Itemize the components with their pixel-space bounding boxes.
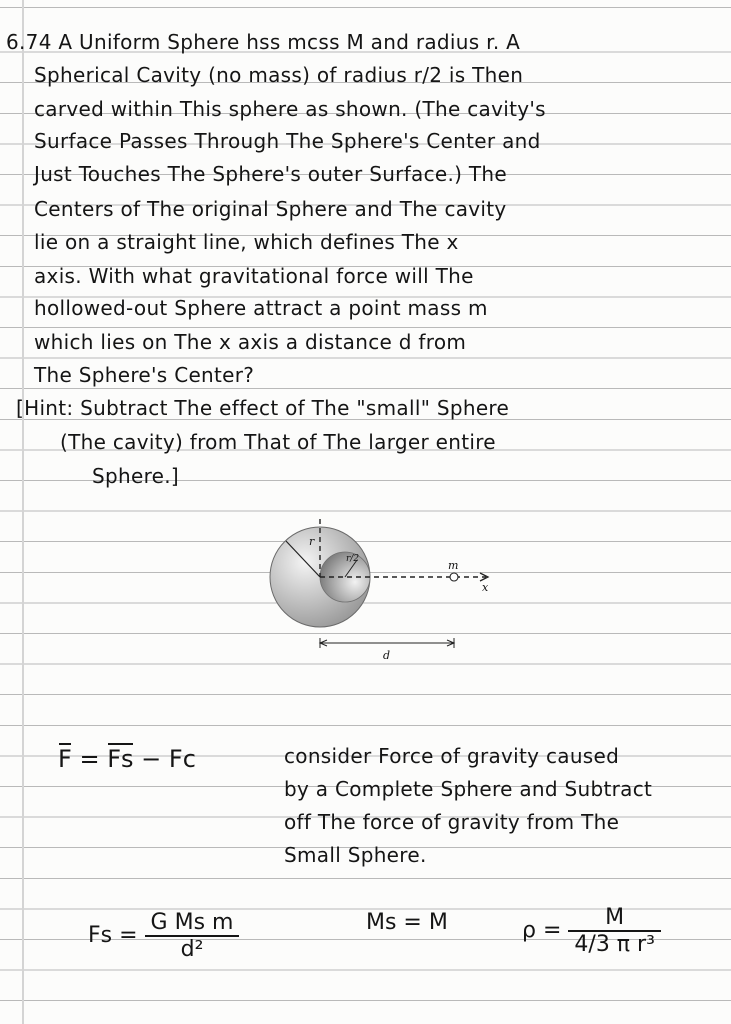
label-x: x — [482, 581, 489, 594]
rho-fraction — [568, 905, 661, 957]
density-equation — [522, 905, 661, 957]
problem-line-3: carved within This sphere as shown. (The cavity's — [34, 97, 546, 121]
note-line-1: consider Force of gravity caused — [284, 744, 620, 768]
problem-line-2: Spherical Cavity (no mass) of radius r/2 is Then — [34, 63, 524, 87]
force-F: F — [58, 745, 72, 773]
minus-sign: − — [141, 745, 162, 773]
problem-line-4: Surface Passes Through The Sphere's Center and — [34, 129, 541, 153]
point-mass-m — [450, 573, 458, 581]
problem-line-8: axis. With what gravitational force will The — [34, 264, 474, 288]
force-Fc: Fc — [168, 745, 196, 773]
label-r-half: r/2 — [346, 554, 360, 564]
hollow-sphere-figure — [262, 515, 512, 665]
rho-denominator: 4/3 π r³ — [574, 932, 655, 957]
rho-numerator: M — [568, 905, 661, 932]
problem-line-10: which lies on The x axis a distance d from — [34, 330, 467, 354]
note-line-2: by a Complete Sphere and Subtract — [284, 777, 653, 801]
note-line-4: Small Sphere. — [284, 843, 427, 867]
rho-lhs: ρ = — [522, 918, 562, 943]
force-difference-equation — [58, 745, 196, 773]
fs-equation — [88, 910, 239, 962]
label-r: r — [309, 535, 315, 548]
problem-line-7: lie on a straight line, which defines The x — [34, 230, 459, 254]
ms-equation: Ms = M — [366, 910, 448, 935]
problem-line-9: hollowed-out Sphere attract a point mass m — [34, 296, 488, 320]
force-Fs: Fs — [107, 745, 134, 773]
fs-denominator: d² — [180, 937, 204, 962]
fs-fraction — [145, 910, 240, 962]
problem-line-6: Centers of The original Sphere and The cavity — [34, 197, 507, 221]
problem-line-1: 6.74 A Uniform Sphere hss mcss M and radius r. A — [6, 30, 521, 54]
margin-rule — [22, 0, 24, 1024]
problem-line-5: Just Touches The Sphere's outer Surface.) The — [34, 162, 508, 186]
hint-line-3: Sphere.] — [92, 464, 180, 488]
hint-line-1: [Hint: Subtract The effect of The "small" Sphere — [16, 396, 510, 420]
hint-line-2: (The cavity) from That of The larger entire — [60, 430, 496, 454]
problem-line-11: The Sphere's Center? — [34, 363, 255, 387]
label-m: m — [448, 559, 459, 572]
equals-sign: = — [79, 745, 100, 773]
fs-numerator: G Ms m — [145, 910, 240, 937]
fs-lhs: Fs = — [88, 923, 138, 948]
note-line-3: off The force of gravity from The — [284, 810, 620, 834]
label-d: d — [383, 649, 391, 662]
